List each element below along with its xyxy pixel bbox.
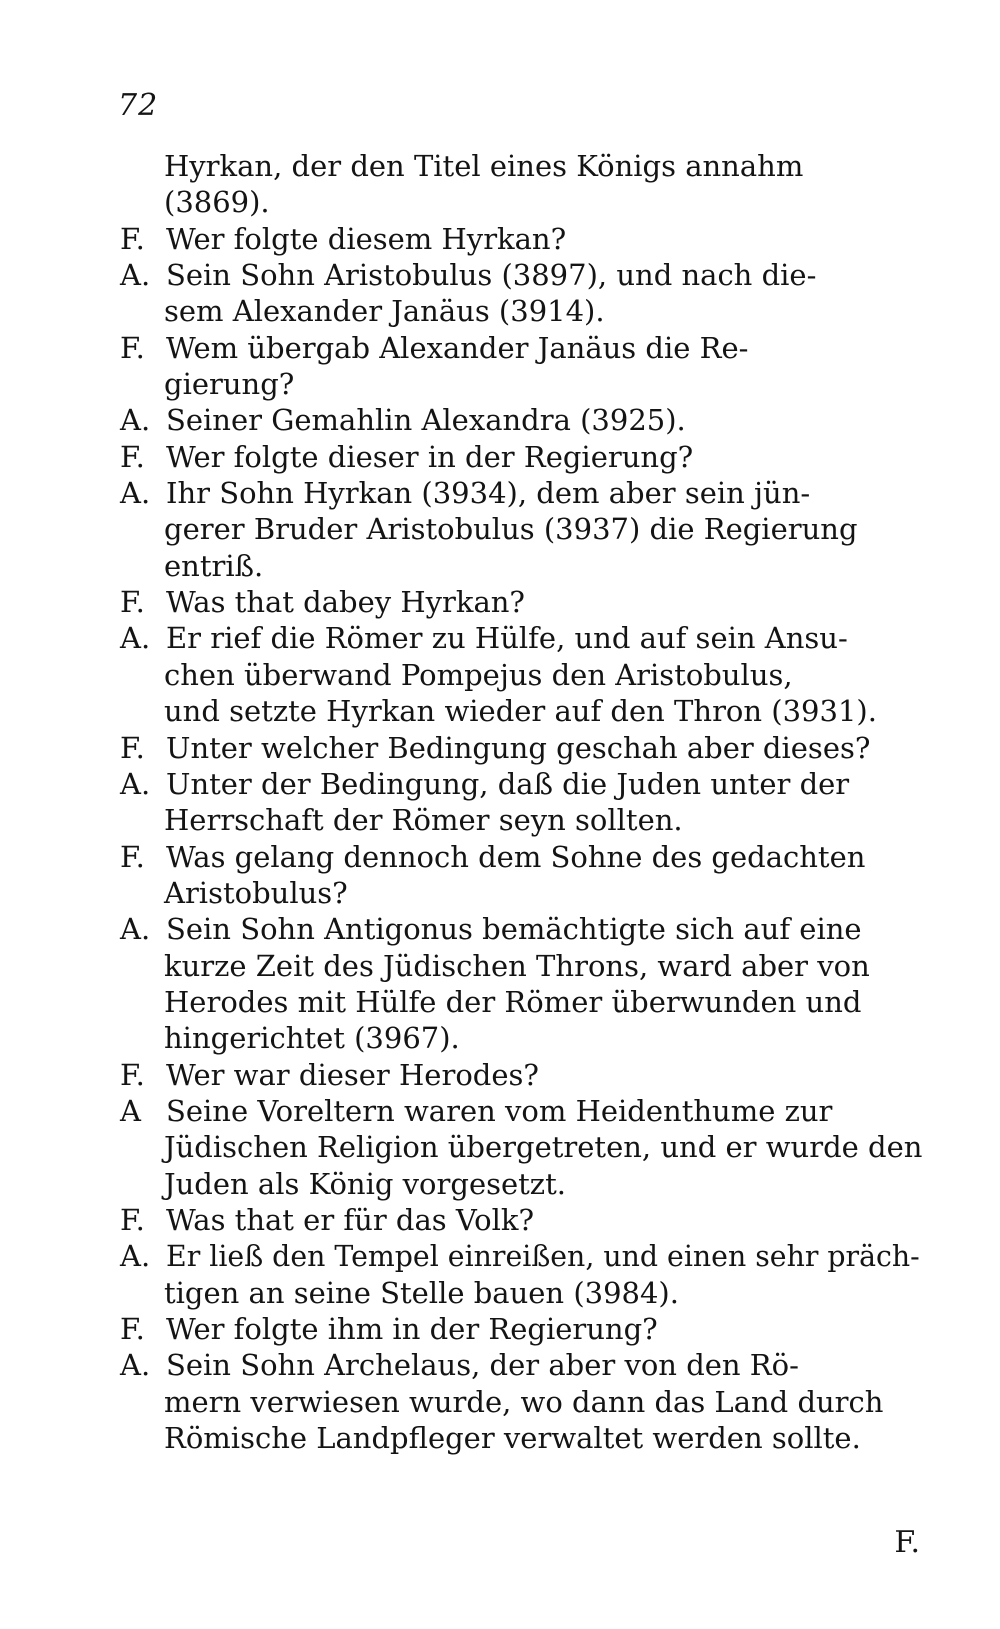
text-line — [120, 1420, 920, 1456]
text-line — [120, 693, 920, 729]
answer-marker: A. — [120, 766, 151, 801]
text-line — [120, 366, 920, 402]
line-text: Was that dabey Hyrkan? — [166, 585, 525, 620]
answer-marker: A. — [120, 912, 151, 947]
question-marker: F. — [120, 585, 145, 620]
line-text: tigen an seine Stelle bauen (3984). — [164, 1275, 679, 1310]
line-text: Hyrkan, der den Titel eines Königs annahm — [164, 149, 804, 183]
question-marker: F. — [120, 1312, 145, 1346]
question-line — [120, 839, 920, 875]
text-line — [120, 548, 920, 584]
answer-line — [120, 1347, 920, 1383]
line-text: Was that er für das Volk? — [166, 1202, 534, 1237]
line-text: Wer folgte dieser in der Regierung? — [166, 439, 694, 474]
text-line — [120, 875, 920, 911]
line-text: Wer folgte diesem Hyrkan? — [166, 221, 567, 256]
text-line — [120, 802, 920, 838]
answer-line — [120, 911, 920, 947]
answer-marker: A. — [120, 1239, 151, 1274]
question-marker: F. — [120, 839, 145, 874]
line-text: Sein Sohn Archelaus, der aber von den Rö- — [166, 1348, 799, 1383]
line-text: Juden als König vorgesetzt. — [164, 1166, 566, 1201]
question-line — [120, 730, 920, 766]
answer-marker: A. — [120, 476, 151, 511]
question-line — [120, 221, 920, 257]
line-text: Römische Landpfleger verwaltet werden sollte. — [164, 1421, 861, 1456]
question-line — [120, 1202, 920, 1238]
line-text: (3869). — [164, 185, 270, 220]
line-text: Seiner Gemahlin Alexandra (3925). — [166, 403, 686, 438]
question-marker: F. — [120, 730, 145, 765]
line-text: Sein Sohn Antigonus bemächtigte sich auf eine — [166, 912, 862, 947]
line-text: Ihr Sohn Hyrkan (3934), dem aber sein jün- — [166, 476, 811, 511]
line-text: kurze Zeit des Jüdischen Throns, ward aber von — [164, 948, 870, 983]
text-line — [120, 1166, 920, 1202]
answer-marker: A. — [120, 621, 151, 656]
answer-line — [120, 1093, 920, 1129]
line-text: Wer war dieser Herodes? — [166, 1057, 539, 1092]
line-text: gerer Bruder Aristobulus (3937) die Regierung — [164, 512, 858, 547]
line-text: Was gelang dennoch dem Sohne des gedachten — [166, 839, 866, 874]
text-line — [120, 511, 920, 547]
question-line — [120, 1057, 920, 1093]
line-text: entriß. — [164, 548, 264, 583]
line-text: chen überwand Pompejus den Aristobulus, — [164, 657, 793, 692]
line-text: Wem übergab Alexander Janäus die Re- — [166, 330, 749, 365]
text-line — [120, 293, 920, 329]
line-text: Er rief die Römer zu Hülfe, und auf sein Ansu- — [166, 621, 848, 656]
line-text: mern verwiesen wurde, wo dann das Land durch — [164, 1384, 884, 1419]
answer-line — [120, 1238, 920, 1274]
question-marker: F. — [120, 330, 145, 365]
answer-marker: A. — [120, 258, 151, 293]
line-text: Herodes mit Hülfe der Römer überwunden und — [164, 984, 862, 1019]
question-line — [120, 1311, 920, 1347]
line-text: Herrschaft der Römer seyn sollten. — [164, 803, 683, 838]
line-text: Jüdischen Religion übergetreten, und er wurde den — [164, 1130, 923, 1165]
text-line — [120, 184, 920, 220]
question-line — [120, 584, 920, 620]
answer-marker: A — [120, 1093, 141, 1128]
text-line — [120, 984, 920, 1020]
question-marker: F. — [120, 1057, 145, 1092]
line-text: und setzte Hyrkan wieder auf den Thron (3931). — [164, 694, 877, 729]
answer-marker: A. — [120, 403, 151, 438]
text-line — [120, 148, 920, 184]
line-text: Wer folgte ihm in der Regierung? — [166, 1312, 658, 1346]
answer-line — [120, 475, 920, 511]
page-number: 72 — [118, 88, 159, 123]
text-line — [120, 1129, 923, 1165]
line-text: Aristobulus? — [164, 875, 348, 910]
line-text: Unter welcher Bedingung geschah aber dieses? — [166, 730, 871, 765]
question-marker: F. — [120, 439, 145, 474]
line-text: hingerichtet (3967). — [164, 1021, 460, 1056]
question-marker: F. — [120, 1202, 145, 1237]
line-text: sem Alexander Janäus (3914). — [164, 294, 605, 329]
text-line — [120, 1275, 920, 1311]
text-line — [120, 948, 920, 984]
line-text: Sein Sohn Aristobulus (3897), und nach die- — [166, 258, 817, 293]
answer-line — [120, 766, 920, 802]
answer-line — [120, 402, 920, 438]
text-line — [120, 657, 920, 693]
line-text: Unter der Bedingung, daß die Juden unter der — [166, 766, 850, 801]
text-block — [120, 148, 923, 1456]
answer-line — [120, 257, 920, 293]
line-text: gierung? — [164, 367, 295, 402]
question-marker: F. — [120, 221, 145, 256]
catchword: F. — [894, 1525, 920, 1560]
question-line — [120, 439, 920, 475]
answer-marker: A. — [120, 1348, 151, 1383]
answer-line — [120, 620, 920, 656]
text-line — [120, 1020, 920, 1056]
line-text: Er ließ den Tempel einreißen, und einen sehr präch- — [166, 1239, 920, 1274]
line-text: Seine Voreltern waren vom Heidenthume zur — [166, 1093, 833, 1128]
text-line — [120, 1384, 920, 1420]
question-line — [120, 330, 920, 366]
